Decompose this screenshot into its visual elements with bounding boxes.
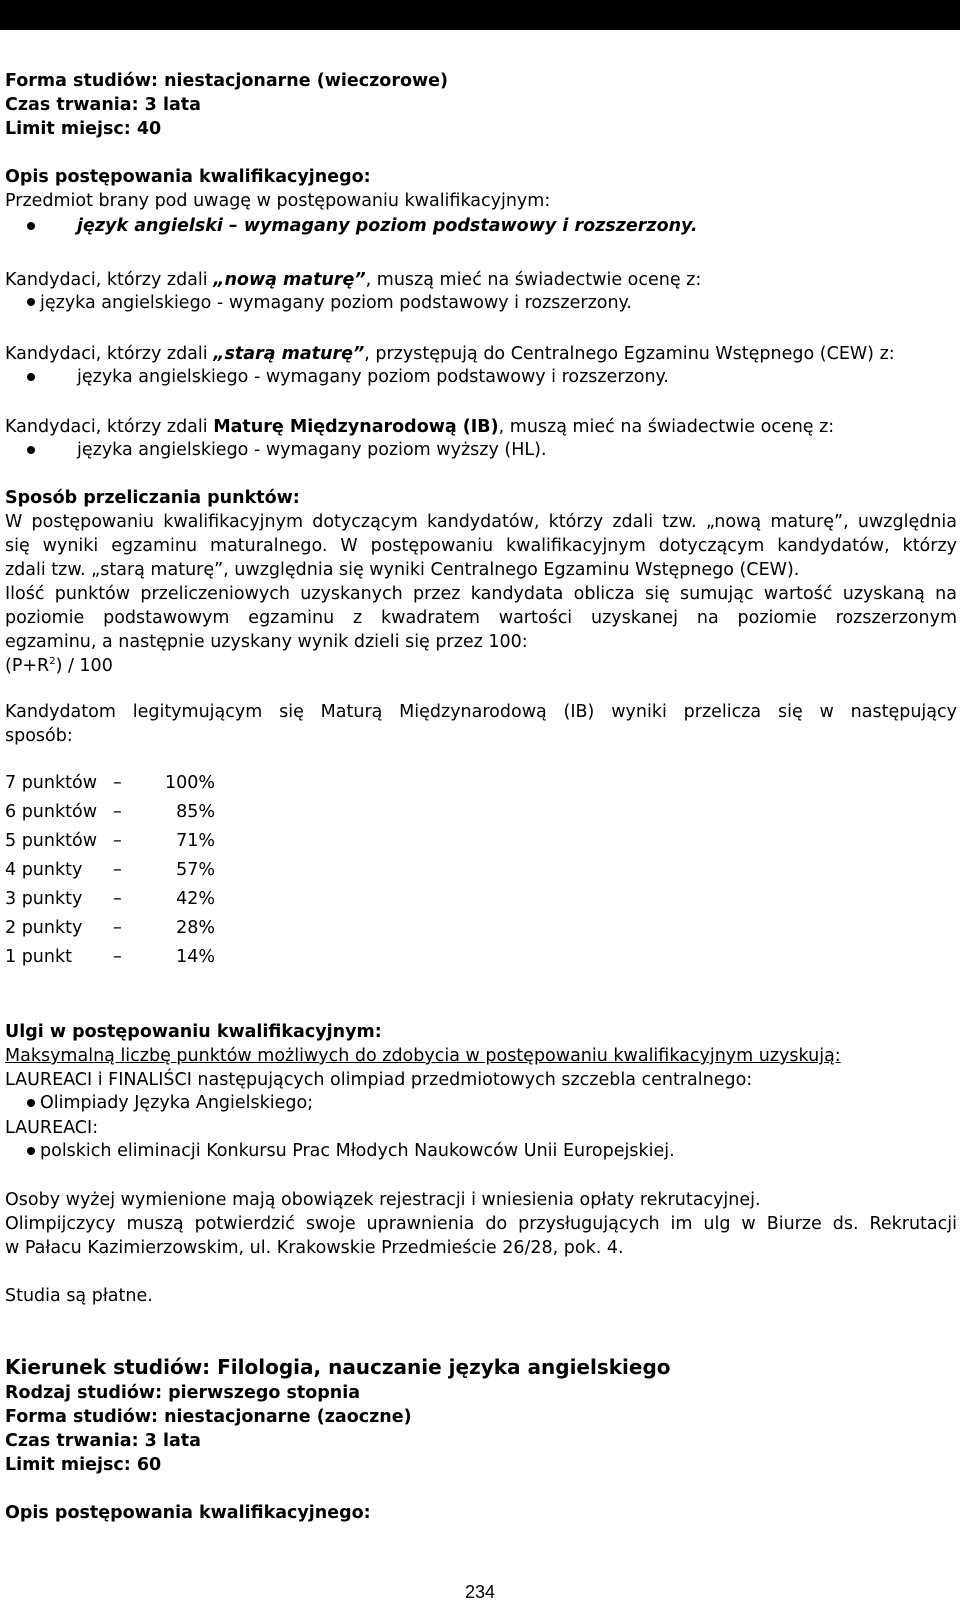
qualification-heading: Opis postępowania kwalifikacyjnego: [5, 167, 371, 187]
ib-bold: Maturę Międzynarodową (IB) [213, 417, 499, 437]
row-dash: – [113, 860, 122, 880]
row-percent: 100% [164, 773, 215, 793]
bullet-icon [27, 373, 35, 381]
bullet-icon [27, 446, 35, 454]
registration-note: Osoby wyżej wymienione mają obowiązek rejestracji i wniesienia opłaty rekrutacyjnej. [5, 1190, 761, 1210]
study-duration: Czas trwania: 3 lata [5, 95, 201, 115]
subject-bullet-text: język angielski – wymagany poziom podstawowy i rozszerzony. [77, 216, 698, 236]
study-form: Forma studiów: niestacjonarne (wieczorowe) [5, 71, 449, 91]
row-percent: 85% [176, 802, 215, 822]
privileges-laureates: LAUREACI: [5, 1118, 99, 1138]
ib-pre: Kandydaci, którzy zdali [5, 417, 214, 437]
table-row [0, 831, 960, 855]
new-matura-post: , muszą mieć na świadectwie ocenę z: [365, 270, 702, 290]
header-publication-title: Monitor Uniwersytetu Warszawskiego nr 6C [5, 1, 393, 23]
ib-bullet-text: języka angielskiego - wymagany poziom wyższy (HL). [77, 440, 547, 460]
new-matura-paragraph [5, 268, 701, 292]
study-type: Rodzaj studiów: pierwszego stopnia [5, 1383, 361, 1403]
row-percent: 57% [176, 860, 215, 880]
row-dash: – [113, 918, 122, 938]
row-dash: – [113, 947, 122, 967]
page-number: 234 [464, 1582, 496, 1602]
table-row [0, 802, 960, 826]
row-dash: – [113, 802, 122, 822]
olympians-note-line1: Olimpijczycy muszą potwierdzić swoje uprawnienia do przysługujących im ulg w Biurze ds. Rekrutacji [5, 1214, 957, 1234]
new-matura-bullet-text: języka angielskiego - wymagany poziom podstawowy i rozszerzony. [40, 293, 632, 313]
table-row [0, 947, 960, 971]
subject-intro: Przedmiot brany pod uwagę w postępowaniu kwalifikacyjnym: [5, 191, 551, 211]
privileges-laureates-finalists: LAUREACI i FINALIŚCI następujących olimpiad przedmiotowych szczebla centralnego: [5, 1070, 753, 1090]
points-p2-line3: egzaminu, a następnie uzyskany wynik dzieli się przez 100: [5, 632, 528, 652]
new-matura-bold: „nową maturę” [213, 270, 366, 290]
young-scientists-contest: polskich eliminacji Konkursu Prac Młodych Naukowców Unii Europejskiej. [40, 1141, 675, 1161]
points-p1-line1: W postępowaniu kwalifikacyjnym dotyczącym kandydatów, którzy zdali tzw. „nową maturę”, uwzględnia [5, 512, 957, 532]
study-duration-2: Czas trwania: 3 lata [5, 1431, 201, 1451]
row-points: 5 punktów [5, 831, 98, 851]
points-p2-line1: Ilość punktów przeliczeniowych uzyskanych przez kandydata oblicza się sumując wartość uzyskaną na [5, 584, 957, 604]
privileges-max-points: Maksymalną liczbę punktów możliwych do zdobycia w postępowaniu kwalifikacyjnym uzyskują: [5, 1046, 841, 1066]
table-row [0, 773, 960, 797]
old-matura-post: , przystępują do Centralnego Egzaminu Wstępnego (CEW) z: [364, 344, 895, 364]
old-matura-pre: Kandydaci, którzy zdali [5, 344, 214, 364]
points-heading: Sposób przeliczania punktów: [5, 488, 300, 508]
privileges-heading: Ulgi w postępowaniu kwalifikacyjnym: [5, 1022, 382, 1042]
olympians-note-line2: w Pałacu Kazimierzowskim, ul. Krakowskie Przedmieście 26/28, pok. 4. [5, 1238, 624, 1258]
formula-superscript: 2 [49, 656, 56, 668]
row-points: 1 punkt [5, 947, 72, 967]
points-p2-line2: poziomie podstawowym egzaminu z kwadratem wartości uzyskanej na poziomie rozszerzonym [5, 608, 957, 628]
ib-conversion-line2: sposób: [5, 726, 73, 746]
points-p1-line2: się wyniki egzaminu maturalnego. W postępowaniu kwalifikacyjnym dotyczącym kandydatów, którzy [5, 536, 957, 556]
row-points: 3 punkty [5, 889, 83, 909]
table-row [0, 860, 960, 884]
row-points: 6 punktów [5, 802, 98, 822]
ib-paragraph [5, 415, 834, 439]
old-matura-bullet-text: języka angielskiego - wymagany poziom podstawowy i rozszerzony. [77, 367, 669, 387]
old-matura-bold: „starą maturę” [213, 344, 365, 364]
paid-studies-note: Studia są płatne. [5, 1286, 153, 1306]
study-form-2: Forma studiów: niestacjonarne (zaoczne) [5, 1407, 412, 1427]
row-dash: – [113, 773, 122, 793]
bullet-icon [27, 1099, 35, 1107]
study-limit: Limit miejsc: 40 [5, 119, 162, 139]
new-matura-pre: Kandydaci, którzy zdali [5, 270, 214, 290]
page-header-bar [0, 0, 960, 30]
row-percent: 14% [176, 947, 215, 967]
row-points: 4 punkty [5, 860, 83, 880]
row-dash: – [113, 889, 122, 909]
table-row [0, 918, 960, 942]
ib-conversion-line1: Kandydatom legitymującym się Maturą Międzynarodową (IB) wyniki przelicza się w następujący [5, 702, 957, 722]
row-points: 2 punkty [5, 918, 83, 938]
bullet-icon [27, 1147, 35, 1155]
ib-post: , muszą mieć na świadectwie ocenę z: [498, 417, 835, 437]
row-points: 7 punktów [5, 773, 98, 793]
row-dash: – [113, 831, 122, 851]
old-matura-paragraph [5, 342, 895, 366]
qualification-heading-2: Opis postępowania kwalifikacyjnego: [5, 1503, 371, 1523]
row-percent: 42% [176, 889, 215, 909]
table-row [0, 889, 960, 913]
row-percent: 71% [176, 831, 215, 851]
row-percent: 28% [176, 918, 215, 938]
study-limit-2: Limit miejsc: 60 [5, 1455, 162, 1475]
field-of-study-title: Kierunek studiów: Filologia, nauczanie języka angielskiego [5, 1355, 671, 1379]
olympiad-english: Olimpiady Języka Angielskiego; [40, 1093, 314, 1113]
formula-part-a: (P+R [5, 656, 50, 676]
points-p1-line3: zdali tzw. „starą maturę”, uwzględnia się wyniki Centralnego Egzaminu Wstępnego (CEW). [5, 560, 800, 580]
formula-part-b: ) / 100 [55, 656, 113, 676]
header-date: 30 maja 2006 r. [809, 1, 947, 23]
bullet-icon [27, 298, 35, 306]
bullet-icon [27, 222, 35, 230]
points-formula [5, 654, 113, 678]
